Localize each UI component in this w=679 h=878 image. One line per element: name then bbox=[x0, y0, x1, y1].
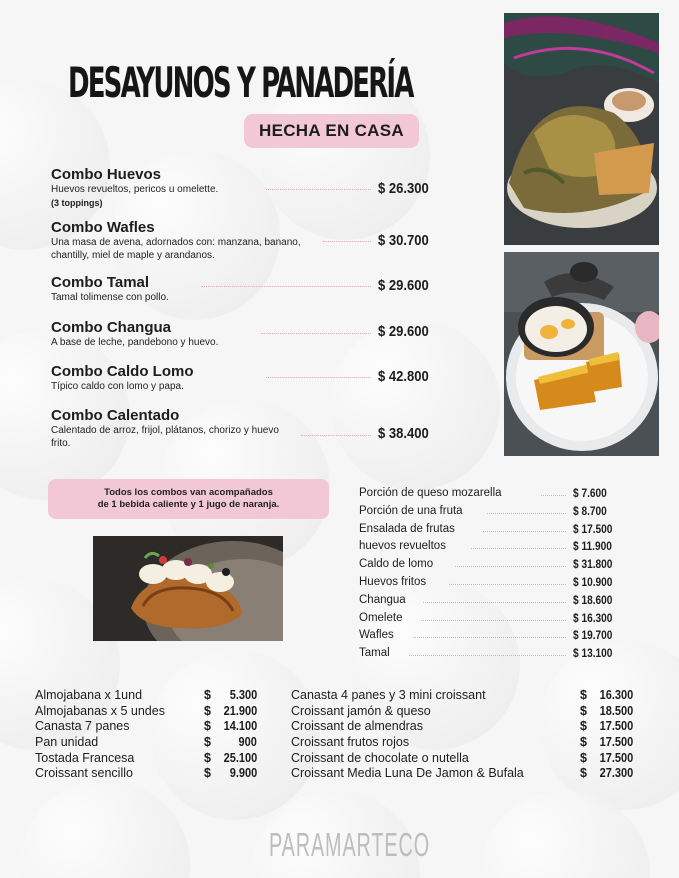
item-currency: $ bbox=[204, 688, 211, 702]
item-price: $ 19.700 bbox=[573, 630, 613, 643]
leader-dots bbox=[201, 286, 371, 287]
item-label: Croissant sencillo bbox=[35, 766, 133, 781]
item-price: $ 31.800 bbox=[573, 559, 613, 572]
list-item bbox=[359, 505, 624, 523]
item-price: $ 16.300 bbox=[573, 612, 613, 625]
item-price: $ 11.900 bbox=[573, 541, 612, 554]
item-price: $ 18.600 bbox=[573, 594, 613, 607]
item-label: Porción de una fruta bbox=[359, 504, 463, 517]
list-item bbox=[359, 612, 624, 630]
item-currency: $ bbox=[580, 766, 587, 781]
item-label: Caldo de lomo bbox=[359, 558, 434, 571]
item-label: Tostada Francesa bbox=[35, 750, 135, 765]
list-item bbox=[291, 704, 633, 720]
combo-description: Calentado de arroz, frijol, plátanos, chorizo y huevo frito. bbox=[51, 425, 279, 449]
leader-dots bbox=[483, 531, 566, 532]
item-label: Croissant Media Luna De Jamon & Bufala bbox=[291, 766, 524, 781]
combo-item bbox=[51, 166, 451, 209]
list-item bbox=[291, 719, 633, 735]
list-item bbox=[35, 704, 257, 720]
list-item bbox=[291, 751, 633, 767]
item-label: Croissant de chocolate o nutella bbox=[291, 750, 469, 765]
item-label: Tamal bbox=[359, 647, 390, 660]
item-price: $ 10.900 bbox=[573, 576, 613, 589]
item-currency: $ bbox=[204, 766, 211, 781]
combo-description: Tamal tolimense con pollo. bbox=[51, 292, 169, 303]
item-label: Croissant jamón & queso bbox=[291, 703, 431, 718]
subtitle-badge: HECHA EN CASA bbox=[244, 114, 419, 148]
page-title: DESAYUNOS Y PANADERÍA bbox=[68, 58, 413, 107]
list-item bbox=[35, 688, 257, 704]
extras-list bbox=[359, 487, 624, 665]
leader-dots bbox=[471, 548, 566, 549]
item-amount: 900 bbox=[238, 735, 257, 750]
leader-dots bbox=[487, 513, 566, 514]
brand-footer: PARAMARTECO bbox=[269, 826, 430, 863]
item-amount: 9.900 bbox=[229, 766, 257, 781]
bakery-list-right bbox=[291, 688, 633, 782]
list-item bbox=[35, 751, 257, 767]
item-label: Omelete bbox=[359, 611, 403, 624]
item-price: $ 17.500 bbox=[573, 523, 613, 536]
list-item bbox=[359, 647, 624, 665]
bakery-list-left bbox=[35, 688, 257, 782]
list-item bbox=[359, 540, 624, 558]
leader-dots bbox=[421, 620, 566, 621]
list-item bbox=[291, 688, 633, 704]
item-currency: $ bbox=[580, 688, 587, 702]
leader-dots bbox=[541, 495, 566, 496]
combo-price: $ 42.800 bbox=[378, 369, 429, 385]
combos-note-line-2: de 1 bebida caliente y 1 jugo de naranja. bbox=[97, 499, 280, 510]
list-item bbox=[35, 766, 257, 782]
item-amount: 21.900 bbox=[223, 703, 257, 718]
item-amount: 17.500 bbox=[599, 719, 633, 734]
item-label: huevos revueltos bbox=[359, 540, 446, 553]
item-label: Pan unidad bbox=[35, 735, 99, 750]
item-amount: 5.300 bbox=[229, 688, 257, 702]
leader-dots bbox=[423, 602, 566, 603]
item-label: Wafles bbox=[359, 629, 394, 642]
combos-note-line-1: Todos los combos van acompañados bbox=[104, 486, 273, 498]
item-amount: 17.500 bbox=[599, 750, 633, 765]
combo-price: $ 30.700 bbox=[378, 233, 429, 249]
item-amount: 27.300 bbox=[599, 766, 633, 781]
item-currency: $ bbox=[580, 719, 587, 734]
item-price: $ 7.600 bbox=[573, 488, 607, 500]
item-currency: $ bbox=[580, 735, 587, 750]
leader-dots bbox=[266, 377, 371, 378]
item-currency: $ bbox=[580, 703, 587, 718]
item-label: Croissant frutos rojos bbox=[291, 735, 410, 750]
combos-note bbox=[48, 479, 329, 519]
item-label: Canasta 4 panes y 3 mini croissant bbox=[291, 688, 486, 702]
item-currency: $ bbox=[580, 750, 587, 765]
combo-item bbox=[51, 319, 451, 350]
item-label: Ensalada de frutas bbox=[359, 522, 455, 535]
leader-dots bbox=[413, 637, 566, 638]
combo-item bbox=[51, 219, 451, 262]
combo-item bbox=[51, 274, 451, 305]
leader-dots bbox=[261, 333, 371, 334]
item-price: $ 8.700 bbox=[573, 505, 607, 518]
item-label: Almojabana x 1und bbox=[35, 688, 143, 702]
combo-name: Combo Calentado bbox=[51, 407, 180, 424]
item-label: Huevos fritos bbox=[359, 575, 427, 588]
combo-price: $ 38.400 bbox=[378, 426, 429, 442]
combo-description: Una masa de avena, adornados con: manzana, banano, chantilly, miel de maple y arandanos. bbox=[51, 237, 301, 261]
list-item bbox=[35, 735, 257, 751]
item-amount: 14.100 bbox=[223, 719, 257, 734]
item-label: Croissant de almendras bbox=[291, 719, 424, 734]
leader-dots bbox=[409, 655, 566, 656]
leader-dots bbox=[449, 584, 566, 585]
combo-description: Huevos revueltos, pericos u omelette. bbox=[51, 184, 219, 195]
combo-description: A base de leche, pandebono y huevo. bbox=[51, 337, 219, 348]
combo-name: Combo Changua bbox=[51, 319, 171, 336]
item-currency: $ bbox=[204, 703, 211, 718]
tamal-photo bbox=[504, 13, 659, 245]
list-item bbox=[359, 487, 624, 505]
combo-note: (3 toppings) bbox=[51, 197, 103, 208]
list-item bbox=[291, 735, 633, 751]
item-price: $ 13.100 bbox=[573, 648, 613, 661]
croissant-photo bbox=[93, 536, 283, 641]
item-label: Canasta 7 panes bbox=[35, 719, 130, 734]
item-amount: 17.500 bbox=[599, 735, 633, 750]
list-item bbox=[359, 576, 624, 594]
item-currency: $ bbox=[204, 719, 211, 734]
item-amount: 25.100 bbox=[223, 750, 257, 765]
eggs-photo bbox=[504, 252, 659, 456]
item-label: Porción de queso mozarella bbox=[359, 487, 502, 499]
combo-name: Combo Caldo Lomo bbox=[51, 363, 194, 380]
leader-dots bbox=[455, 566, 566, 567]
combo-name: Combo Huevos bbox=[51, 166, 162, 183]
combo-price: $ 29.600 bbox=[378, 324, 429, 340]
item-currency: $ bbox=[204, 735, 211, 750]
list-item bbox=[359, 629, 624, 647]
item-amount: 16.300 bbox=[599, 688, 633, 702]
leader-dots bbox=[301, 435, 371, 436]
combo-price: $ 29.600 bbox=[378, 278, 429, 294]
combo-name: Combo Wafles bbox=[51, 219, 155, 236]
leader-dots bbox=[266, 189, 371, 190]
list-item bbox=[359, 523, 624, 541]
list-item bbox=[359, 558, 624, 576]
list-item bbox=[291, 766, 633, 782]
combo-item bbox=[51, 363, 451, 394]
leader-dots bbox=[323, 241, 371, 242]
combo-name: Combo Tamal bbox=[51, 274, 150, 291]
combo-price: $ 26.300 bbox=[378, 181, 429, 197]
item-currency: $ bbox=[204, 750, 211, 765]
combo-item bbox=[51, 407, 451, 450]
list-item bbox=[35, 719, 257, 735]
item-label: Changua bbox=[359, 593, 406, 606]
item-amount: 18.500 bbox=[599, 703, 633, 718]
list-item bbox=[359, 594, 624, 612]
item-label: Almojabanas x 5 undes bbox=[35, 703, 165, 718]
combo-description: Típico caldo con lomo y papa. bbox=[51, 381, 184, 392]
